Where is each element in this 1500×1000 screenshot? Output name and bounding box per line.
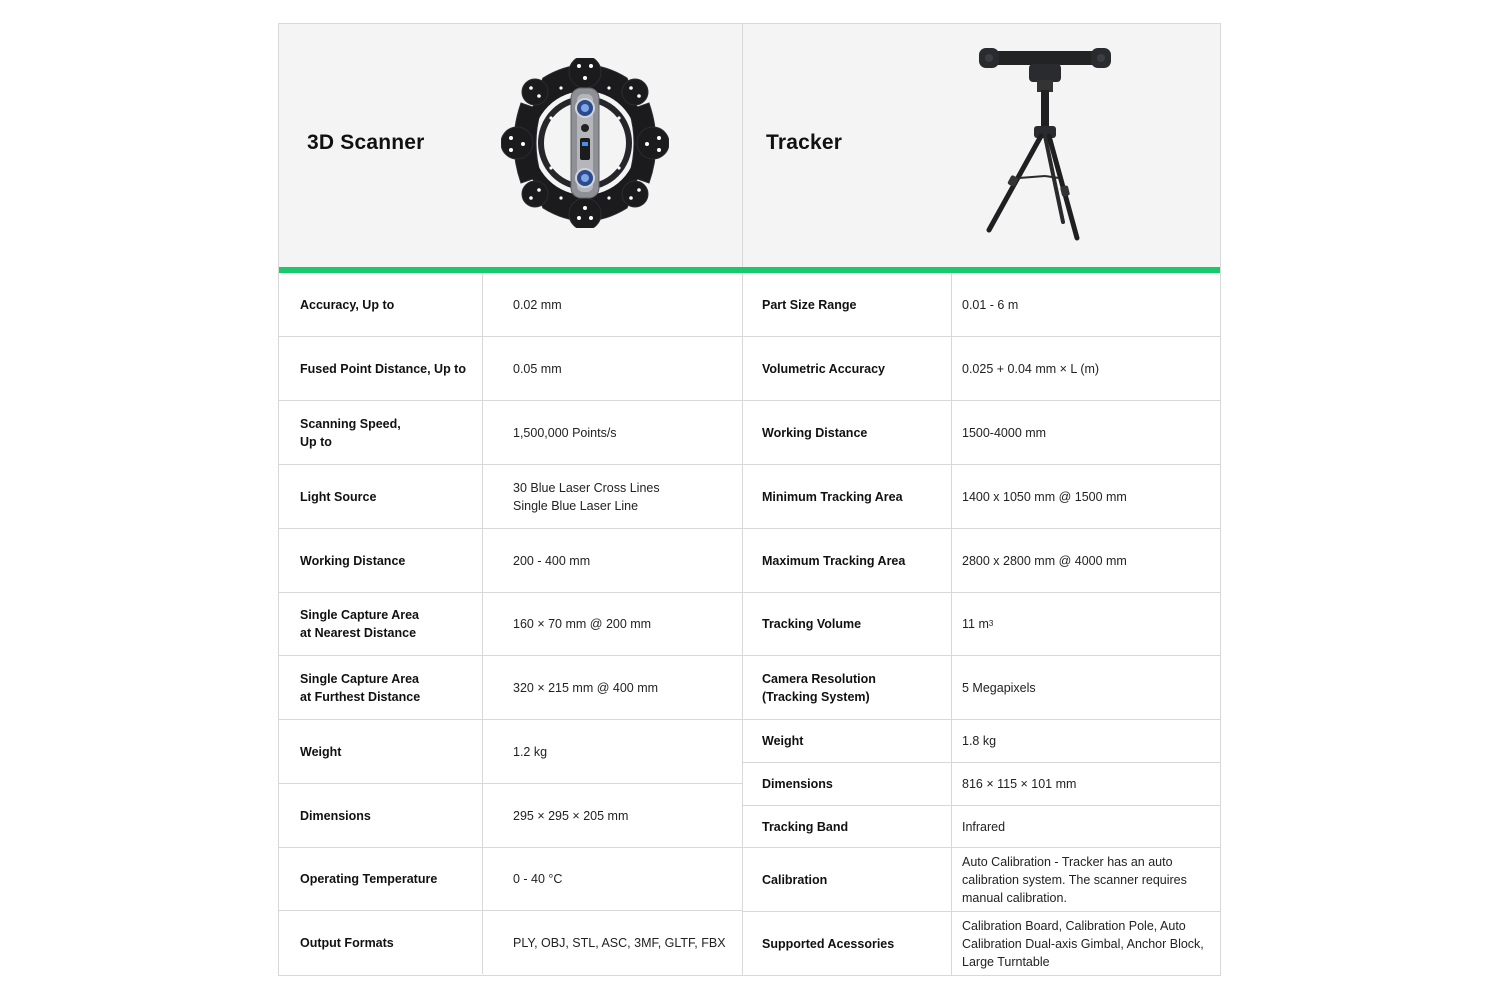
spec-row (279, 529, 742, 593)
spec-row (279, 656, 742, 720)
spec-row (279, 337, 742, 401)
spec-label: Tracking Volume (743, 593, 952, 655)
spec-value: 11 m 3 (962, 617, 994, 631)
spec-label: Working Distance (743, 401, 952, 464)
spec-row (743, 720, 1220, 763)
scanner-product-image (501, 58, 669, 228)
spec-value: PLY, OBJ, STL, ASC, 3MF, GLTF, FBX (513, 935, 726, 950)
spec-row (279, 848, 742, 911)
spec-row (743, 465, 1220, 529)
spec-row (279, 784, 742, 848)
spec-label: Maximum Tracking Area (743, 529, 952, 592)
spec-row (743, 656, 1220, 720)
spec-label: Weight (743, 720, 952, 762)
spec-label: Light Source (279, 465, 483, 528)
spec-value: 5 Megapixels (962, 680, 1036, 695)
spec-label: Supported Acessories (743, 912, 952, 976)
spec-row (743, 401, 1220, 465)
spec-row (279, 593, 742, 656)
spec-value: 1500-4000 mm (962, 425, 1047, 440)
spec-row (743, 273, 1220, 337)
spec-row (743, 763, 1220, 806)
spec-value: 200 - 400 mm (513, 553, 591, 568)
spec-label: Operating Temperature (279, 848, 483, 910)
spec-value: 2800 x 2800 mm @ 4000 mm (962, 553, 1127, 568)
spec-row (743, 912, 1220, 976)
spec-value: Infrared (962, 819, 1006, 834)
spec-label: Camera Resolution (Tracking System) (743, 656, 952, 719)
spec-label: Volumetric Accuracy (743, 337, 952, 400)
spec-row (743, 337, 1220, 401)
spec-row (743, 806, 1220, 848)
spec-row (743, 593, 1220, 656)
spec-row (279, 401, 742, 465)
spec-value: Auto Calibration - Tracker has an auto calibration system. The scanner requires manual calibration. (962, 854, 1187, 905)
spec-label: Tracking Band (743, 806, 952, 847)
spec-value: 1.8 kg (962, 734, 997, 748)
spec-comparison-table (278, 23, 1221, 976)
table-header (279, 24, 1220, 267)
spec-row (279, 273, 742, 337)
spec-value: 816 × 115 × 101 mm (962, 777, 1077, 791)
spec-label: Dimensions (743, 763, 952, 805)
spec-value: 1,500,000 Points/s (513, 425, 617, 440)
scanner-title: 3D Scanner (307, 131, 425, 154)
spec-value: 0.025 + 0.04 mm × L (m) (962, 361, 1100, 376)
scanner-specs-column (279, 273, 743, 976)
spec-row (279, 911, 742, 974)
spec-row (743, 529, 1220, 593)
spec-value: 30 Blue Laser Cross Lines Single Blue Laser Line (513, 480, 660, 513)
spec-value: 1400 x 1050 mm @ 1500 mm (962, 489, 1127, 504)
spec-value: 320 × 215 mm @ 400 mm (513, 680, 659, 695)
tracker-product-image (979, 46, 1114, 242)
header-divider (742, 24, 743, 267)
spec-label: Part Size Range (743, 273, 952, 336)
tracking-volume-value: 11 m (962, 617, 989, 631)
spec-label: Output Formats (279, 911, 483, 974)
tracker-title: Tracker (766, 131, 843, 154)
spec-value: 160 × 70 mm @ 200 mm (513, 617, 652, 631)
spec-label: Minimum Tracking Area (743, 465, 952, 528)
spec-label: Working Distance (279, 529, 483, 592)
spec-label: Weight (279, 720, 483, 783)
spec-label: Fused Point Distance, Up to (279, 337, 483, 400)
spec-label: Single Capture Area at Nearest Distance (279, 593, 483, 655)
spec-value: Calibration Board, Calibration Pole, Auto Calibration Dual-axis Gimbal, Anchor Block, Large Turntable (962, 919, 1204, 969)
spec-row (279, 720, 742, 784)
spec-label: Dimensions (279, 784, 483, 847)
spec-value: 0.01 - 6 m (962, 297, 1019, 312)
spec-label: Accuracy, Up to (279, 273, 483, 336)
spec-row (743, 848, 1220, 912)
spec-row (279, 465, 742, 529)
spec-label: Single Capture Area at Furthest Distance (279, 656, 483, 719)
spec-value: 0 - 40 °C (513, 872, 563, 886)
tracker-specs-column (743, 273, 1220, 976)
spec-value: 295 × 295 × 205 mm (513, 808, 629, 823)
spec-label: Scanning Speed, Up to (279, 401, 483, 464)
spec-label: Calibration (743, 848, 952, 911)
spec-value: 1.2 kg (513, 744, 548, 759)
spec-value: 0.02 mm (513, 297, 562, 312)
spec-value: 0.05 mm (513, 361, 562, 376)
